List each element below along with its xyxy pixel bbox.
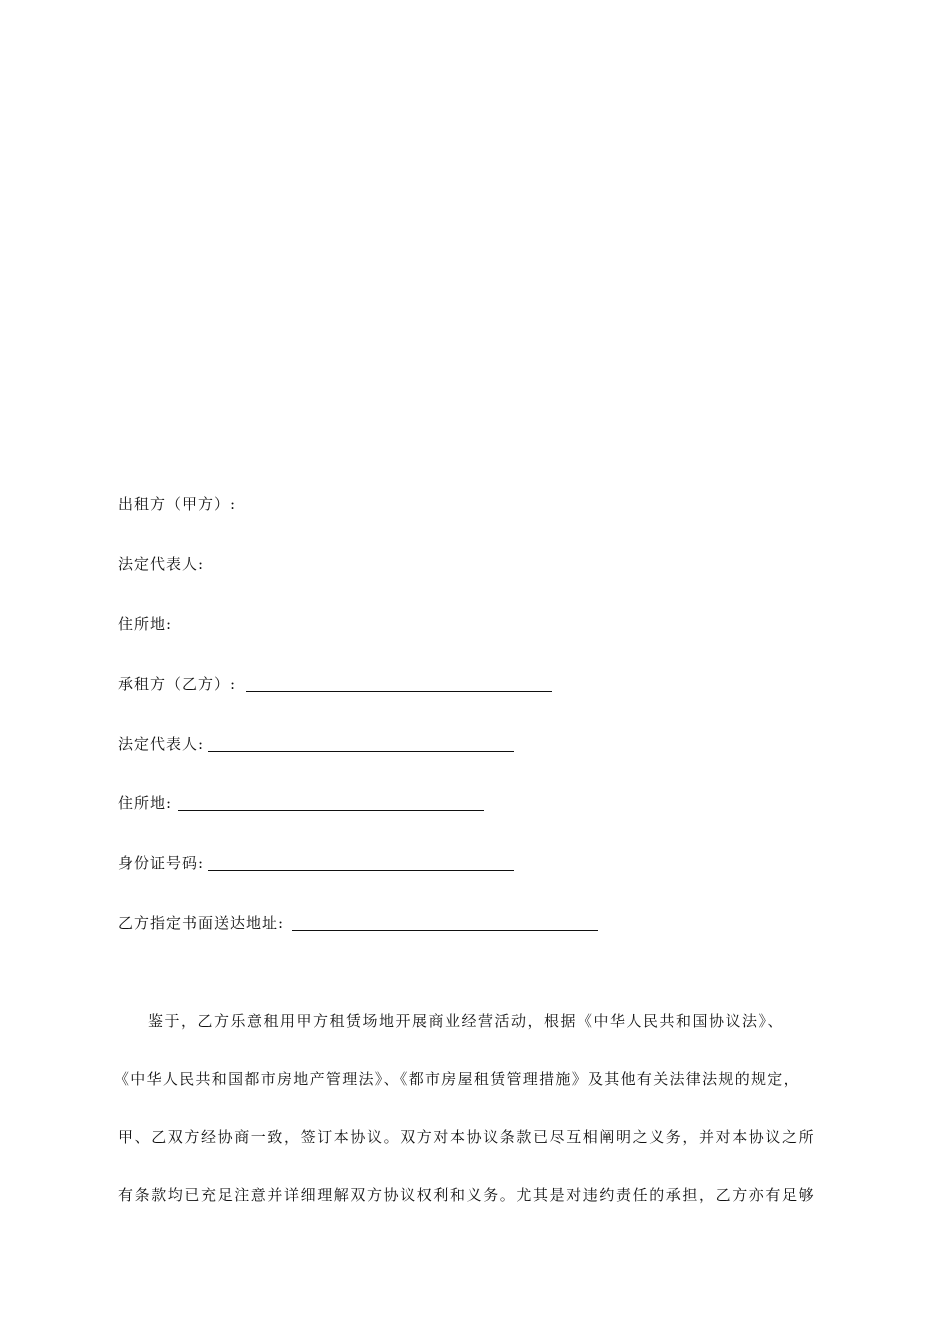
lessee-address-field — [118, 793, 484, 813]
lessor-address-field — [118, 614, 172, 634]
lessee-rep-blank-line — [208, 737, 514, 752]
lessor-name-field — [118, 494, 236, 514]
lessee-delivery-address-field — [118, 913, 598, 933]
preamble-line-2: 《中华人民共和国都市房地产管理法》、《都市房屋租赁管理措施》及其他有关法律法规的规定， — [114, 1070, 800, 1088]
lessee-id-field — [118, 853, 514, 873]
lessee-rep-field — [118, 734, 514, 754]
lessor-rep-field — [118, 554, 204, 574]
preamble-line-3: 甲、乙双方经协商一致，签订本协议。双方对本协议条款已尽互相阐明之义务，并对本协议之所 — [118, 1128, 816, 1146]
lessee-address-label: 住所地: — [118, 794, 173, 812]
lessee-delivery-address-blank-line — [292, 916, 598, 931]
lessee-name-label: 承租方（乙方）: — [118, 675, 237, 693]
lessor-address-label: 住所地: — [118, 615, 173, 633]
lessee-delivery-address-label: 乙方指定书面送达地址: — [118, 914, 285, 932]
lessor-rep-label: 法定代表人: — [118, 555, 205, 573]
preamble-line-1: 鉴于，乙方乐意租用甲方租赁场地开展商业经营活动，根据《中华人民共和国协议法》、 — [148, 1012, 785, 1030]
lessor-name-label: 出租方（甲方）: — [118, 495, 237, 513]
lessee-rep-label: 法定代表人: — [118, 735, 205, 753]
lessee-name-field — [118, 674, 552, 694]
lessee-id-label: 身份证号码: — [118, 854, 205, 872]
preamble-line-4: 有条款均已充足注意并详细理解双方协议权利和义务。尤其是对违约责任的承担，乙方亦有足够 — [118, 1186, 816, 1204]
lessee-name-blank-line — [246, 677, 552, 692]
lessee-id-blank-line — [208, 856, 514, 871]
lessee-address-blank-line — [178, 796, 484, 811]
